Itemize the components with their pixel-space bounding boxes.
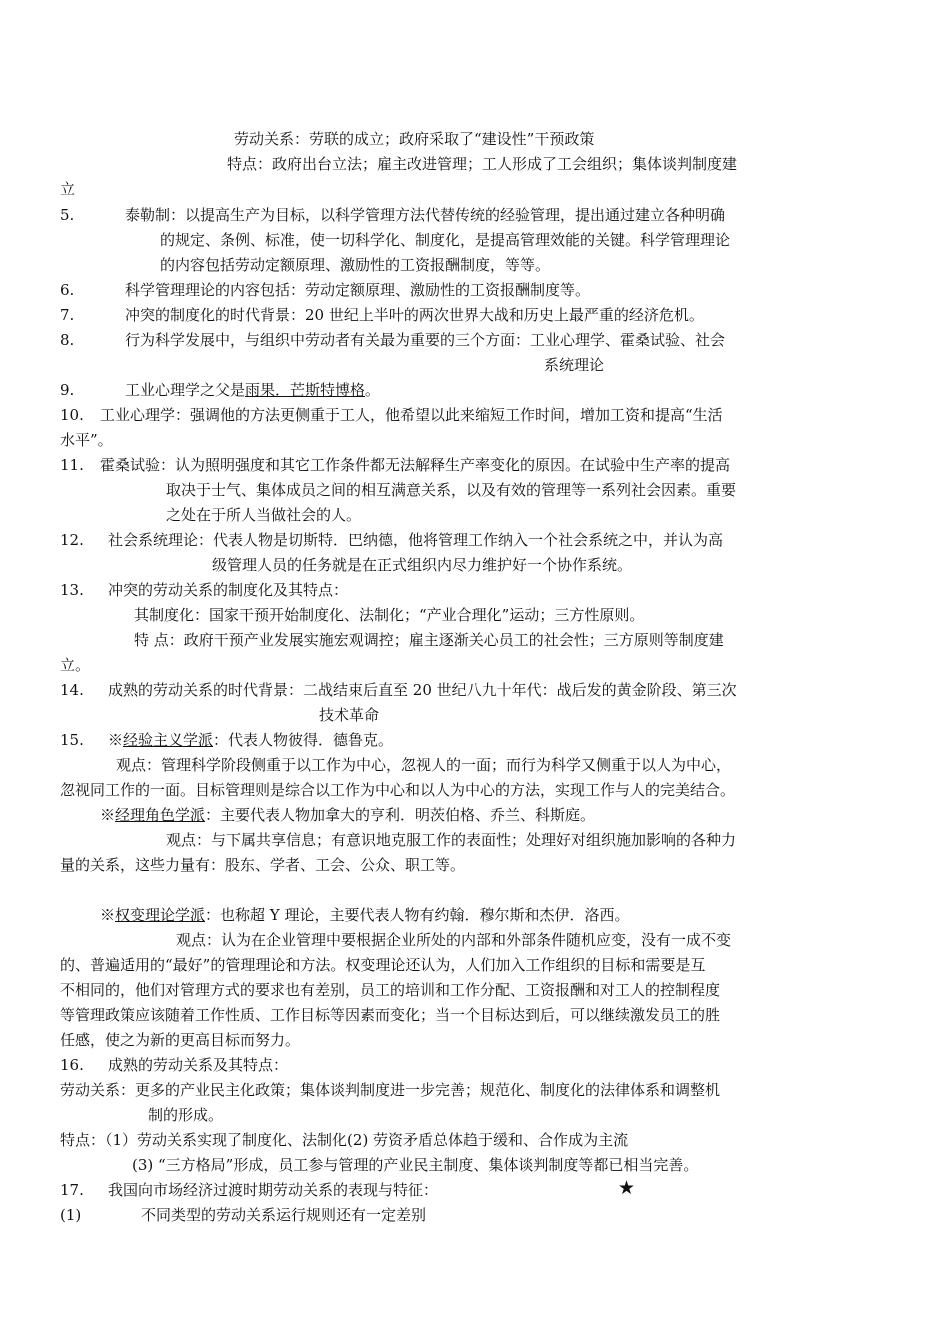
item-number: 6. xyxy=(60,281,75,299)
underlined-school-name: 经验主义学派 xyxy=(123,731,214,749)
line-managerial-roles-school xyxy=(100,805,595,825)
item-number: 8. xyxy=(60,331,75,349)
line-managerial-roles-view: 观点：与下属共享信息；有意识地克服工作的表面性；处理好对组织施加影响的各种力 xyxy=(166,831,737,849)
line-empiricism-view: 观点：管理科学阶段侧重于以工作为中心，忽视人的一面；而行为科学又侧重于以人为中心， xyxy=(116,756,732,774)
line-institutionalization-features-cont: 立。 xyxy=(60,656,91,674)
line-scientific-management: 科学管理理论的内容包括：劳动定额原理、激励性的工资报酬制度等。 xyxy=(125,281,591,299)
line-taylorism: 泰勒制：以提高生产为目标，以科学管理方法代替传统的经验管理，提出通过建立各种明确 xyxy=(125,206,726,224)
line-conflict-background: 冲突的制度化的时代背景：20 世纪上半叶的两次世界大战和历史上最严重的经济危机。 xyxy=(125,306,704,324)
line-industrial-psychology: 工业心理学：强调他的方法更侧重于工人，他希望以此来缩短工作时间，增加工资和提高“生活 xyxy=(100,406,723,424)
line-mature-features: 特点：（1）劳动关系实现了制度化、法制化(2) 劳资矛盾总体趋于缓和、合作成为主流 xyxy=(60,1131,629,1149)
line-institutionalization: 其制度化：国家干预开始制度化、法制化；“产业合理化”运动；三方性原则。 xyxy=(134,606,645,624)
line-empiricism-school xyxy=(108,730,393,750)
line-contingency-school xyxy=(100,905,629,925)
line-behavioral-science: 行为科学发展中，与组织中劳动者有关最为重要的三个方面：工业心理学、霍桑试验、社会 xyxy=(125,331,726,349)
line-contingency-view-cont2: 不相同的，他们对管理方式的要求也有差别，员工的培训和工作分配、工资报酬和对工人的控制程度 xyxy=(60,981,721,999)
line-managerial-roles-view-cont: 量的关系，这些力量有：股东、学者、工会、公众、职工等。 xyxy=(60,856,466,874)
item-number: 16. xyxy=(60,1056,84,1074)
line-transition-rule-difference: 不同类型的劳动关系运行规则还有一定差别 xyxy=(141,1206,427,1224)
item-number: 9. xyxy=(60,381,75,399)
line-contingency-view: 观点：认为在企业管理中要根据企业所处的内部和外部条件随机应变，没有一成不变 xyxy=(176,931,732,949)
item-number: 5. xyxy=(60,206,75,224)
item-number: 11. xyxy=(60,456,84,474)
line-conflict-institutionalization: 冲突的劳动关系的制度化及其特点： xyxy=(108,581,349,599)
text-span: ：主要代表人物加拿大的亨利．明茨伯格、乔兰、科斯庭。 xyxy=(205,806,596,824)
underlined-name: 雨果．芒斯特博格 xyxy=(245,381,366,399)
underlined-school-name: 权变理论学派 xyxy=(115,906,206,924)
item-number: 14. xyxy=(60,681,84,699)
line-industrial-psychology-father xyxy=(125,380,380,400)
line-mature-labor-relations: 劳动关系：更多的产业民主化政策；集体谈判制度进一步完善；规范化、制度化的法律体系和调整机 xyxy=(60,1081,721,1099)
item-number: (1) xyxy=(60,1206,82,1224)
text-span: ：也称超 Y 理论，主要代表人物有约翰．穆尔斯和杰伊．洛西。 xyxy=(205,906,630,924)
underlined-school-name: 经理角色学派 xyxy=(115,806,206,824)
line-contingency-view-cont4: 任感，使之为新的更高目标而努力。 xyxy=(60,1031,301,1049)
line-features-cont: 立 xyxy=(60,180,76,198)
item-number: 12. xyxy=(60,531,84,549)
line-hawthorne: 霍桑试验：认为照明强度和其它工作条件都无法解释生产率变化的原因。在试验中生产率的提高 xyxy=(100,456,731,474)
line-transition-period: 我国向市场经济过渡时期劳动关系的表现与特征： xyxy=(108,1181,439,1199)
item-number: 13. xyxy=(60,581,84,599)
line-hawthorne-cont1: 取决于士气、集体成员之间的相互满意关系，以及有效的管理等一系列社会因素。重要 xyxy=(166,481,737,499)
text-span: ：代表人物彼得．德鲁克。 xyxy=(213,731,394,749)
line-social-system-cont: 级管理人员的任务就是在正式组织内尽力维护好一个协作系统。 xyxy=(212,556,633,574)
reference-mark: ※ xyxy=(100,806,116,824)
line-empiricism-view-cont: 忽视同工作的一面。目标管理则是综合以工作为中心和以人为中心的方法，实现工作与人的完美结合。 xyxy=(60,781,736,799)
line-labor-relations-afl: 劳动关系：劳联的成立；政府采取了“建设性”干预政策 xyxy=(234,130,595,148)
reference-mark: ※ xyxy=(108,731,124,749)
reference-mark: ※ xyxy=(100,906,116,924)
line-mature-labor-relations-cont: 制的形成。 xyxy=(148,1106,224,1124)
line-contingency-view-cont3: 等管理政策应该随着工作性质、工作目标等因素而变化；当一个目标达到后，可以继续激发员工的胜 xyxy=(60,1006,721,1024)
line-hawthorne-cont2: 之处在于所人当做社会的人。 xyxy=(166,506,362,524)
line-features-legislation: 特点：政府出台立法；雇主改进管理；工人形成了工会组织；集体谈判制度建 xyxy=(227,155,738,173)
line-taylorism-cont1: 的规定、条例、标准，使一切科学化、制度化，是提高管理效能的关键。科学管理理论 xyxy=(160,231,731,249)
item-number: 17. xyxy=(60,1181,84,1199)
line-mature-features-cont: (3) “三方格局”形成，员工参与管理的产业民主制度、集体谈判制度等都已相当完善。 xyxy=(132,1156,699,1174)
line-institutionalization-features: 特 点：政府干预产业发展实施宏观调控；雇主逐渐关心员工的社会性；三方原则等制度建 xyxy=(134,631,724,649)
line-mature-relations: 成熟的劳动关系及其特点： xyxy=(108,1056,289,1074)
line-contingency-view-cont1: 的、普遍适用的“最好”的管理理论和方法。权变理论还认为，人们加入工作组织的目标和需要是互 xyxy=(60,956,706,974)
item-number: 7. xyxy=(60,306,75,324)
line-mature-background: 成熟的劳动关系的时代背景：二战结束后直至 20 世纪八九十年代：战后发的黄金阶段、第三次 xyxy=(108,681,737,699)
line-social-system: 社会系统理论：代表人物是切斯特．巴纳德，他将管理工作纳入一个社会系统之中，并认为高 xyxy=(108,531,724,549)
star-icon: ★ xyxy=(618,1177,636,1199)
line-industrial-psychology-cont: 水平”。 xyxy=(60,431,113,449)
text-span: 。 xyxy=(365,381,381,399)
line-mature-background-cont: 技术革命 xyxy=(319,706,380,724)
text-span: 工业心理学之父是 xyxy=(125,381,246,399)
line-behavioral-science-cont: 系统理论 xyxy=(544,356,605,374)
item-number: 10. xyxy=(60,406,84,424)
item-number: 15. xyxy=(60,731,84,749)
line-taylorism-cont2: 的内容包括劳动定额原理、激励性的工资报酬制度，等等。 xyxy=(160,256,551,274)
